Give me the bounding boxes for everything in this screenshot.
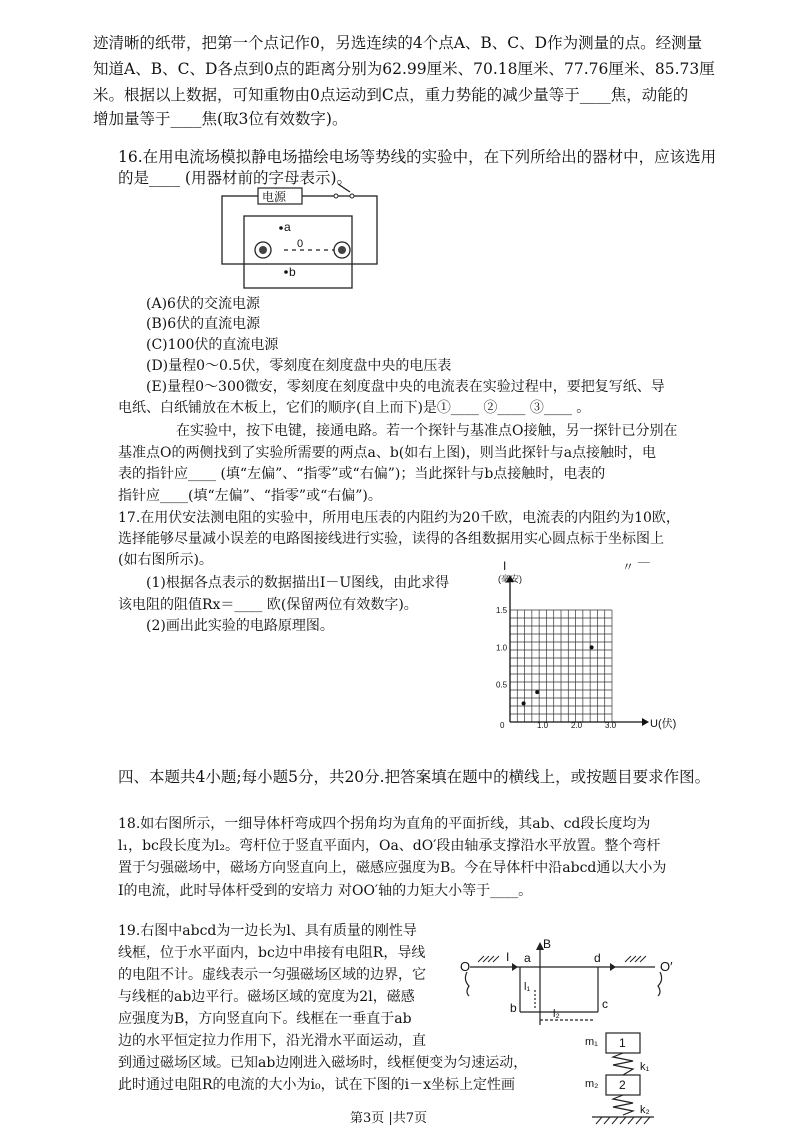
- option-b: (B)6伏的直流电源: [146, 316, 261, 332]
- page-footer: 第3页 |共7页: [350, 1111, 428, 1126]
- point-b-label: b: [289, 265, 296, 279]
- option-a: (A)6伏的交流电源: [146, 296, 260, 312]
- corner-marks: 〃 ‾‾: [622, 560, 650, 574]
- x-tick-label: 3.0: [605, 721, 617, 730]
- q17-line: (1)根据各点表示的数据描出I－U图线，由此求得: [146, 575, 450, 591]
- label-c: c: [602, 997, 608, 1011]
- power-source-label: 电源: [262, 190, 287, 204]
- text-line: 基准点O的两侧找到了实验所需要的两点a、b(如右上图)，则当此探针与a点接触时，电: [118, 445, 657, 461]
- option-c: (C)100伏的直流电源: [146, 337, 279, 353]
- q16-stem: 16.在用电流场模拟静电场描绘电场等势线的实验中，在下列所给出的器材中，应该选用: [118, 148, 717, 166]
- label-l1: l₁: [524, 981, 531, 993]
- label-b: b: [510, 1001, 517, 1015]
- q17-line: (2)画出此实验的电路原理图。: [146, 618, 334, 634]
- label-box2: 2: [619, 1078, 626, 1092]
- label-B: B: [543, 937, 552, 951]
- spring-k2: [613, 1095, 633, 1115]
- text-line: 指针应____(填“左偏”、“指零”或“右偏”)。: [118, 488, 382, 504]
- label-k1: k₁: [640, 1061, 650, 1073]
- y-tick-label: 1.0: [496, 643, 508, 653]
- q19-line: 线框，位于水平面内，bc边中串接有电阻R，导线: [118, 945, 426, 961]
- option-d: (D)量程0～0.5伏，零刻度在刻度盘中央的电压表: [146, 358, 452, 374]
- point-a-label: a: [284, 220, 291, 234]
- label-box1: 1: [619, 1036, 626, 1050]
- point-o-label: 0: [297, 238, 304, 250]
- q16-stem: 的是____ (用器材前的字母表示)。: [118, 169, 353, 187]
- text-line: 在实验中，按下电键，接通电路。若一个探针与基准点O接触，另一探针已分别在: [176, 423, 678, 439]
- text-line: 表的指针应____ (填“左偏”、“指零”或“右偏”)；当此探针与b点接触时，电表的: [118, 466, 606, 482]
- q17-line: 17.在用伏安法测电阻的实验中，所用电压表的内阻约为20千欧，电流表的内阻约为10欧，: [118, 510, 680, 526]
- q18-line: 置于匀强磁场中，磁场方向竖直向上，磁感应强度为B。今在导体杆中沿abcd通以大小为: [118, 860, 667, 876]
- q17-line: 该电阻的阻值Rx＝____ 欧(保留两位有效数字)。: [118, 597, 418, 613]
- label-m1: m₁: [585, 1036, 598, 1048]
- spring-k1: [613, 1053, 633, 1075]
- q19-line: 应强度为B，方向竖直向下。线框在一垂直于ab: [118, 1011, 412, 1027]
- label-O-prime: O′: [660, 959, 673, 974]
- x-tick-label: 1.0: [537, 721, 549, 730]
- ground-hatch: [596, 1117, 650, 1124]
- section-heading: 四、本题共4小题;每小题5分，共20分.把答案填在题中的横线上，或按题目要求作图。: [118, 768, 711, 786]
- q18-line: 18.如右图所示，一细导体杆弯成四个拐角均为直角的平面折线，其ab、cd段长度均为: [118, 816, 651, 832]
- label-O: O: [460, 959, 471, 974]
- q19-line: 到通过磁场区域。已知ab边刚进入磁场时，线框便变为匀速运动，: [118, 1055, 528, 1071]
- label-l2: l₂: [553, 1008, 560, 1020]
- q17-line: (如右图所示)。: [118, 552, 213, 568]
- x-tick-label: 0: [500, 721, 505, 730]
- text-line: 知道A、B、C、D各点到0点的距离分别为62.99厘米、70.18厘米、77.76厘米、85.73厘: [93, 60, 715, 78]
- label-m2: m₂: [585, 1078, 599, 1090]
- y-axis-unit: (毫安): [498, 574, 522, 584]
- x-tick-label: 2.0: [571, 721, 583, 730]
- text-line: 米。根据以上数据，可知重物由0点运动到C点，重力势能的减少量等于____焦，动能的: [93, 86, 689, 104]
- q17-line: 选择能够尽量减小误差的电路图接线进行实验，读得的各组数据用实心圆点标于坐标图上: [118, 531, 664, 547]
- text-line: 电纸、白纸铺放在木板上，它们的顺序(自上而下)是①____ ②____ ③____ 。: [118, 400, 591, 416]
- y-tick-label: 1.5: [496, 606, 508, 615]
- q19-line: 与线框的ab边平行。磁场区域的宽度为2l，磁感: [118, 989, 415, 1005]
- option-e: (E)量程0～300微安，零刻度在刻度盘中央的电流表在实验过程中，要把复写纸、导: [146, 379, 665, 395]
- label-k2: k₂: [640, 1104, 650, 1116]
- y-tick-label: 0.5: [496, 680, 508, 690]
- y-axis-label: I: [503, 559, 507, 573]
- q19-line: 边的水平恒定拉力作用下，沿光滑水平面运动，直: [118, 1033, 426, 1049]
- q19-line: 的电阻不计。虚线表示一匀强磁场区域的边界，它: [118, 967, 426, 983]
- q19-line: 19.右图中abcd为一边长为l、具有质量的刚性导: [118, 923, 417, 939]
- q18-line: l₁，bc段长度为l₂。弯杆位于竖直平面内，Oa、dO′段由轴承支撑沿水平放置。整个弯杆: [118, 838, 661, 854]
- q18-line: I的电流，此时导体杆受到的安培力 对OO′轴的力矩大小等于____。: [118, 883, 533, 899]
- text-line: 增加量等于____焦(取3位有效数字)。: [93, 110, 348, 128]
- label-a: a: [524, 951, 531, 965]
- label-I: I: [506, 950, 510, 964]
- text-line: 迹清晰的纸带，把第一个点记作0，另选连续的4个点A、B、C、D作为测量的点。经测量: [93, 34, 703, 52]
- q19-line: 此时通过电阻R的电流的大小为i₀，试在下图的i－x坐标上定性画: [118, 1077, 516, 1093]
- x-axis-label: U(伏): [650, 718, 677, 730]
- label-d: d: [594, 951, 601, 965]
